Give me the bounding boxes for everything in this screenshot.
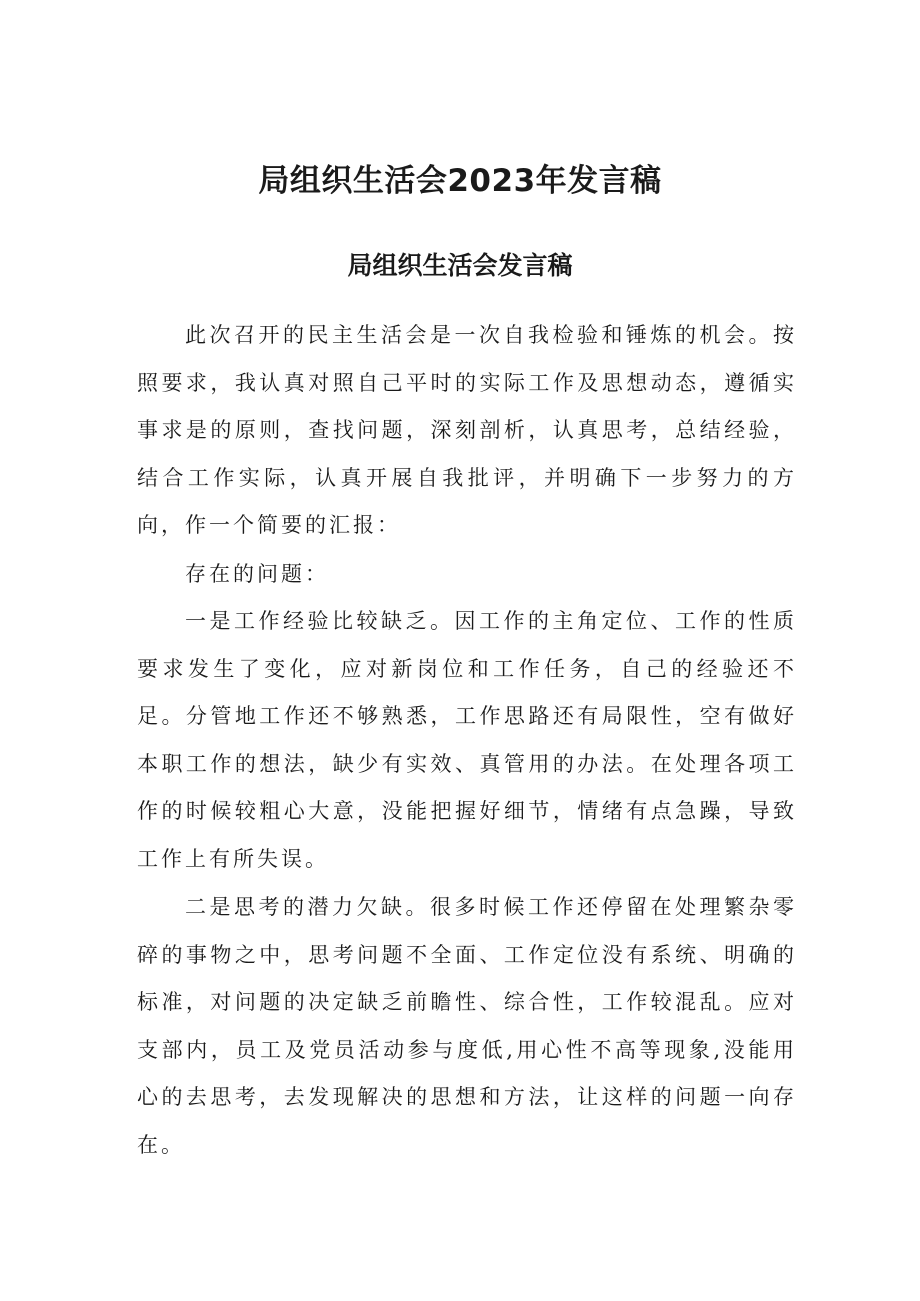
paragraph-problem-two: 二是思考的潜力欠缺。很多时候工作还停留在处理繁杂零碎的事物之中，思考问题不全面、工作定位没有系统、明确的标准，对问题的决定缺乏前瞻性、综合性，工作较混乱。应对支部内，员工及党员活动参与度低,用心性不高等现象,没能用心的去思考，去发现解决的思想和方法，让这样的问题一向存在。 (137, 895, 797, 1157)
document-title: 局组织生活会2023年发言稿 (258, 163, 662, 199)
paragraph-problem-one: 一是工作经验比较缺乏。因工作的主角定位、工作的性质要求发生了变化，应对新岗位和工作任务，自己的经验还不足。分管地工作还不够熟悉，工作思路还有局限性，空有做好本职工作的想法，缺少有实效、真管用的办法。在处理各项工作的时候较粗心大意，没能把握好细节，情绪有点急躁，导致工作上有所失误。 (137, 609, 797, 871)
paragraph-intro: 此次召开的民主生活会是一次自我检验和锤炼的机会。按照要求，我认真对照自己平时的实际工作及思想动态，遵循实事求是的原则，查找问题，深刻剖析，认真思考，总结经验，结合工作实际，认真开展自我批评，并明确下一步努力的方向，作一个简要的汇报： (137, 323, 797, 538)
document-subtitle: 局组织生活会发言稿 (347, 251, 573, 280)
paragraph-problems-heading: 存在的问题： (185, 562, 329, 586)
